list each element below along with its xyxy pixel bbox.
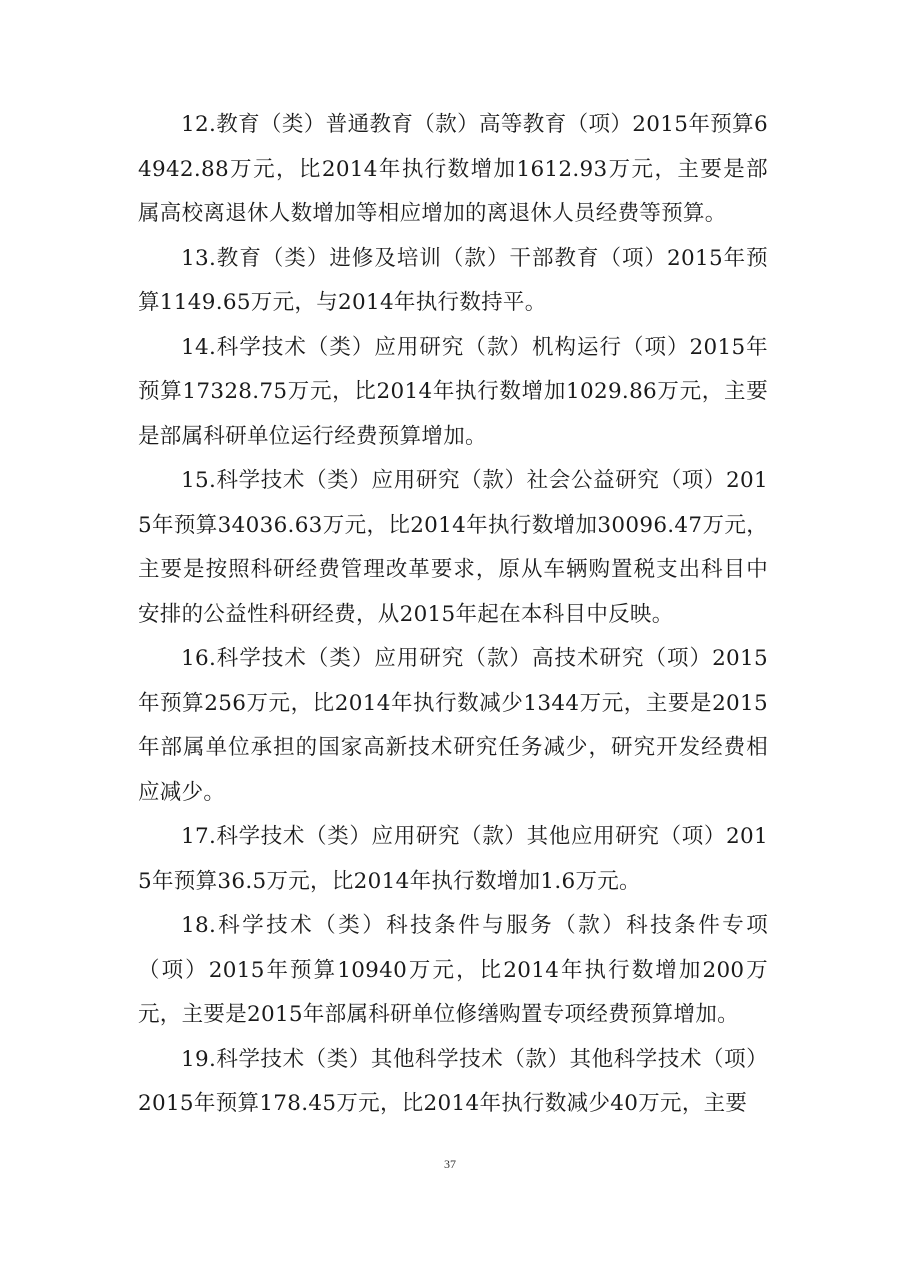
paragraph-17: 17.科学技术（类）应用研究（款）其他应用研究（项）2015年预算36.5万元，比2014年执行数增加1.6万元。: [138, 824, 768, 894]
body-text: [138, 103, 768, 1127]
paragraph-18: 18.科学技术（类）科技条件与服务（款）科技条件专项（项）2015年预算10940万元，比2014年执行数增加200万元，主要是2015年部属科研单位修缮购置专项经费预算增加。: [138, 913, 768, 1027]
paragraph-12: 12.教育（类）普通教育（款）高等教育（项）2015年预算64942.88万元，比2014年执行数增加1612.93万元，主要是部属高校离退休人数增加等相应增加的离退休人员经费等预算。: [138, 112, 768, 226]
paragraph-19: 19.科学技术（类）其他科学技术（款）其他科学技术（项）2015年预算178.45万元，比2014年执行数减少40万元，主要: [138, 1046, 768, 1116]
paragraph-13: 13.教育（类）进修及培训（款）干部教育（项）2015年预算1149.65万元，与2014年执行数持平。: [138, 245, 768, 315]
paragraph-14: 14.科学技术（类）应用研究（款）机构运行（项）2015年预算17328.75万元，比2014年执行数增加1029.86万元，主要是部属科研单位运行经费预算增加。: [138, 334, 768, 449]
paragraph-16: 16.科学技术（类）应用研究（款）高技术研究（项）2015年预算256万元，比2014年执行数减少1344万元，主要是2015年部属单位承担的国家高新技术研究任务减少，研究开发经费相应减少。: [138, 646, 768, 805]
page-number: 37: [444, 1157, 456, 1171]
paragraph-15: 15.科学技术（类）应用研究（款）社会公益研究（项）2015年预算34036.63万元，比2014年执行数增加30096.47万元，主要是按照科研经费管理改革要求，原从车辆购置税支出科目中安排的公益性科研经费，从2015年起在本科目中反映。: [138, 468, 768, 627]
